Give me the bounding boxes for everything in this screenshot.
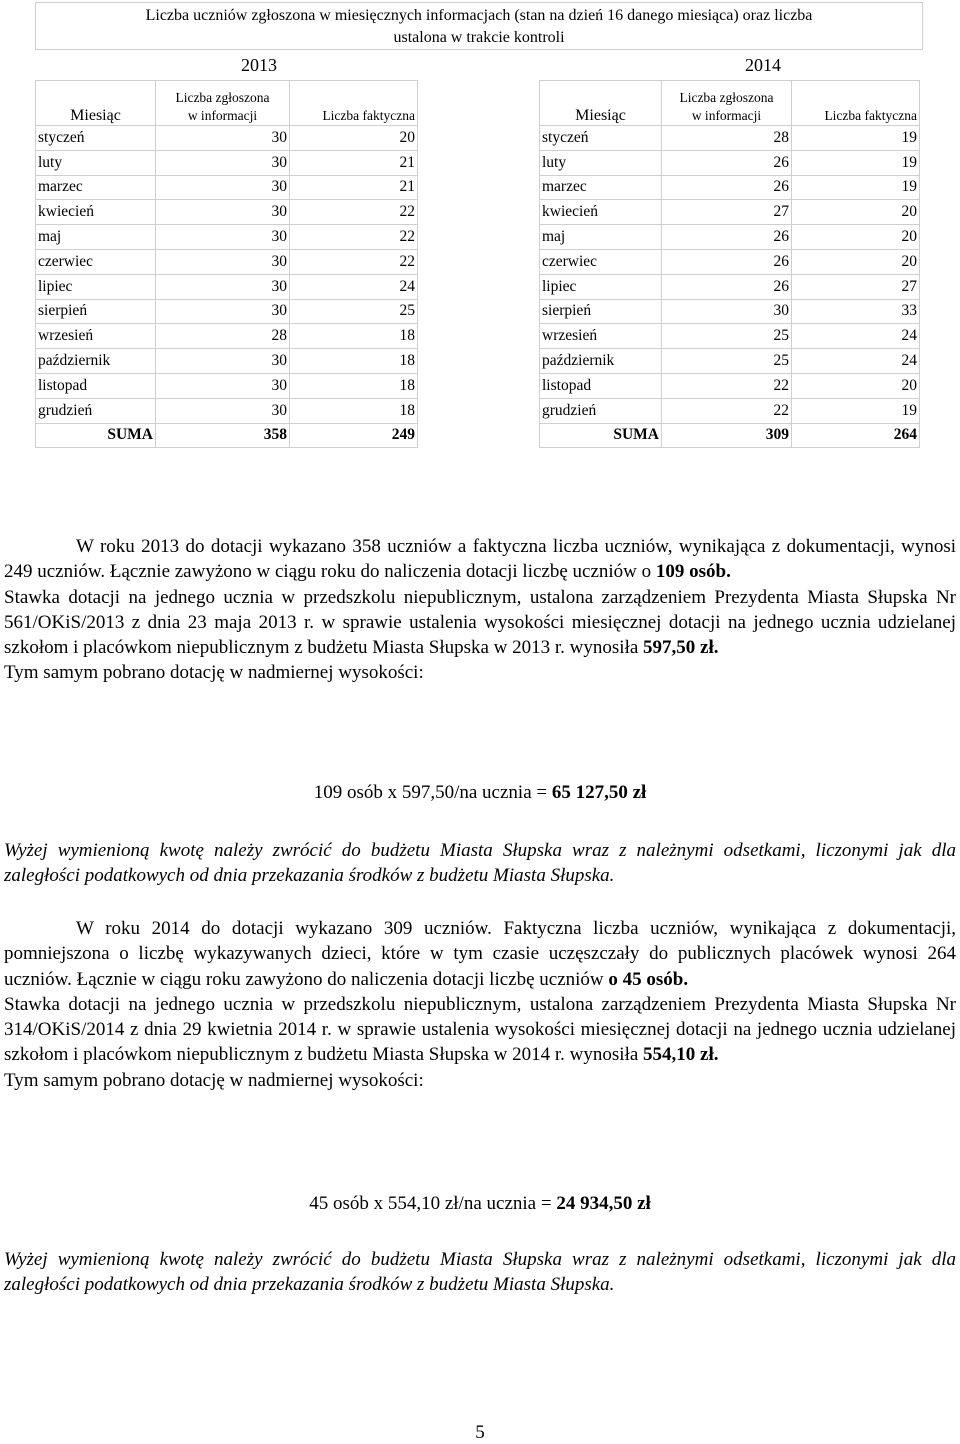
table-row — [36, 274, 418, 299]
actual-cell: 19 — [792, 398, 920, 423]
return-note-2014: Wyżej wymienioną kwotę należy zwrócić do budżetu Miasta Słupska wraz z należnymi odsetkami, liczonymi jak dla zaległości podatkowych od dnia przekazania środków z budżetu Miasta Słupska. — [4, 1249, 956, 1296]
reported-cell: 30 — [156, 299, 290, 324]
header-month: Miesiąc — [36, 81, 156, 126]
paragraph-2013-conclusion: Tym samym pobrano dotację w nadmiernej wysokości: — [4, 662, 424, 684]
sum-label: SUMA — [540, 423, 662, 448]
actual-cell: 18 — [290, 349, 418, 374]
actual-cell: 19 — [792, 150, 920, 175]
table-row — [540, 299, 920, 324]
table-header-row — [540, 81, 920, 126]
section-2013 — [4, 534, 956, 686]
table-row — [36, 175, 418, 200]
month-cell: sierpień — [540, 299, 662, 324]
table-title — [35, 2, 923, 50]
table-header-row — [36, 81, 418, 126]
actual-cell: 18 — [290, 373, 418, 398]
table-row — [36, 225, 418, 250]
reported-cell: 30 — [156, 398, 290, 423]
reported-cell: 26 — [662, 150, 792, 175]
calculation-2014: 45 osób x 554,10 zł/na ucznia = 24 934,50 zł — [309, 1193, 651, 1214]
reported-cell: 28 — [156, 324, 290, 349]
table-row — [36, 150, 418, 175]
reported-cell: 30 — [156, 200, 290, 225]
year-2014-label: 2014 — [745, 55, 781, 75]
reported-cell: 30 — [156, 175, 290, 200]
actual-cell: 20 — [792, 200, 920, 225]
month-cell: styczeń — [540, 126, 662, 151]
students-table-sheet — [35, 2, 925, 450]
actual-cell: 20 — [290, 126, 418, 151]
table-row — [540, 274, 920, 299]
reported-cell: 30 — [156, 373, 290, 398]
table-row — [540, 373, 920, 398]
table-row — [540, 225, 920, 250]
actual-cell: 22 — [290, 225, 418, 250]
month-cell: październik — [36, 349, 156, 374]
header-actual: Liczba faktyczna — [290, 81, 418, 126]
actual-cell: 19 — [792, 175, 920, 200]
month-cell: listopad — [540, 373, 662, 398]
month-cell: luty — [540, 150, 662, 175]
actual-cell: 19 — [792, 126, 920, 151]
table-row — [36, 324, 418, 349]
sum-row — [540, 423, 920, 448]
reported-cell: 26 — [662, 249, 792, 274]
header-reported: Liczba zgłoszona w informacji — [662, 81, 792, 126]
table-2014 — [539, 80, 920, 448]
month-cell: czerwiec — [36, 249, 156, 274]
header-reported: Liczba zgłoszona w informacji — [156, 81, 290, 126]
table-row — [36, 299, 418, 324]
table-row — [540, 324, 920, 349]
table-row — [540, 150, 920, 175]
actual-cell: 20 — [792, 249, 920, 274]
month-cell: maj — [540, 225, 662, 250]
reported-cell: 30 — [662, 299, 792, 324]
page-number: 5 — [475, 1422, 485, 1443]
actual-cell: 20 — [792, 225, 920, 250]
month-cell: marzec — [36, 175, 156, 200]
sum-actual: 249 — [290, 423, 418, 448]
header-month: Miesiąc — [540, 81, 662, 126]
reported-cell: 30 — [156, 349, 290, 374]
reported-cell: 30 — [156, 225, 290, 250]
month-cell: sierpień — [36, 299, 156, 324]
reported-cell: 26 — [662, 175, 792, 200]
paragraph-2013-rate: Stawka dotacji na jednego ucznia w przedszkolu niepublicznym, ustalona zarządzeniem Prezydenta Miasta Słupska Nr 561/OKiS/2013 z dnia 23 maja 2013 r. w sprawie ustalenia wysokości miesięcznej dotacji na jednego ucznia udzielanej szkołom i placówkom niepublicznym z budżetu Miasta Słupska w 2013 r. wynosiła 597,50 zł. — [4, 586, 956, 659]
paragraph-2013-summary: W roku 2013 do dotacji wykazano 358 uczniów a faktyczna liczba uczniów, wynikająca z dokumentacji, wynosi 249 uczniów. Łącznie zawyżono w ciągu roku do naliczenia dotacji liczbę uczniów o 109 osób. — [4, 536, 956, 583]
month-cell: lipiec — [36, 274, 156, 299]
table-title-line1: Liczba uczniów zgłoszona w miesięcznych informacjach (stan na dzień 16 danego miesiąca) oraz liczba — [145, 7, 813, 24]
reported-cell: 30 — [156, 249, 290, 274]
actual-cell: 18 — [290, 324, 418, 349]
reported-cell: 27 — [662, 200, 792, 225]
month-cell: listopad — [36, 373, 156, 398]
month-cell: luty — [36, 150, 156, 175]
actual-cell: 33 — [792, 299, 920, 324]
table-row — [36, 349, 418, 374]
sum-reported: 309 — [662, 423, 792, 448]
table-row — [540, 200, 920, 225]
reported-cell: 22 — [662, 373, 792, 398]
table-row — [36, 249, 418, 274]
table-row — [36, 373, 418, 398]
table-row — [36, 126, 418, 151]
month-cell: grudzień — [540, 398, 662, 423]
reported-cell: 28 — [662, 126, 792, 151]
actual-cell: 22 — [290, 249, 418, 274]
month-cell: wrzesień — [540, 324, 662, 349]
table-title-line2: ustalona w trakcie kontroli — [393, 29, 565, 46]
table-row — [540, 249, 920, 274]
actual-cell: 21 — [290, 175, 418, 200]
paragraph-2014-rate: Stawka dotacji na jednego ucznia w przedszkolu niepublicznym, ustalona zarządzeniem Prezydenta Miasta Słupska Nr 314/OKiS/2014 z dnia 29 kwietnia 2014 r. w sprawie ustalenia wysokości miesięcznej dotacji na jednego ucznia udzielanej szkołom i placówkom niepublicznym z budżetu Miasta Słupska w 2014 r. wynosiła 554,10 zł. — [4, 993, 956, 1066]
reported-cell: 25 — [662, 349, 792, 374]
sum-actual: 264 — [792, 423, 920, 448]
table-row — [36, 200, 418, 225]
actual-cell: 27 — [792, 274, 920, 299]
reported-cell: 30 — [156, 150, 290, 175]
table-2013 — [35, 80, 418, 448]
month-cell: styczeń — [36, 126, 156, 151]
actual-cell: 22 — [290, 200, 418, 225]
table-row — [540, 126, 920, 151]
reported-cell: 25 — [662, 324, 792, 349]
month-cell: wrzesień — [36, 324, 156, 349]
paragraph-2014-conclusion: Tym samym pobrano dotację w nadmiernej wysokości: — [4, 1069, 424, 1091]
month-cell: grudzień — [36, 398, 156, 423]
month-cell: czerwiec — [540, 249, 662, 274]
table-row — [540, 398, 920, 423]
sum-row — [36, 423, 418, 448]
actual-cell: 24 — [792, 349, 920, 374]
month-cell: marzec — [540, 175, 662, 200]
month-cell: październik — [540, 349, 662, 374]
section-2014 — [4, 916, 956, 1093]
actual-cell: 18 — [290, 398, 418, 423]
sum-reported: 358 — [156, 423, 290, 448]
reported-cell: 26 — [662, 274, 792, 299]
paragraph-2014-summary: W roku 2014 do dotacji wykazano 309 uczniów. Faktyczna liczba uczniów, wynikająca z dokumentacji, pomniejszona o liczbę wykazywanych dzieci, które w tym czasie uczęszczały do publicznych placówek wynosi 264 uczniów. Łącznie w ciągu roku zawyżono do naliczenia dotacji liczbę uczniów o 45 osób. — [4, 918, 956, 990]
table-row — [540, 349, 920, 374]
header-actual: Liczba faktyczna — [792, 81, 920, 126]
table-row — [540, 175, 920, 200]
year-2013-label: 2013 — [241, 55, 277, 75]
reported-cell: 22 — [662, 398, 792, 423]
reported-cell: 26 — [662, 225, 792, 250]
table-row — [36, 398, 418, 423]
month-cell: lipiec — [540, 274, 662, 299]
reported-cell: 30 — [156, 274, 290, 299]
actual-cell: 24 — [290, 274, 418, 299]
actual-cell: 24 — [792, 324, 920, 349]
return-note-2013: Wyżej wymienioną kwotę należy zwrócić do budżetu Miasta Słupska wraz z należnymi odsetkami, liczonymi jak dla zaległości podatkowych od dnia przekazania środków z budżetu Miasta Słupska. — [4, 840, 956, 887]
month-cell: maj — [36, 225, 156, 250]
sum-label: SUMA — [36, 423, 156, 448]
actual-cell: 25 — [290, 299, 418, 324]
reported-cell: 30 — [156, 126, 290, 151]
month-cell: kwiecień — [36, 200, 156, 225]
actual-cell: 20 — [792, 373, 920, 398]
month-cell: kwiecień — [540, 200, 662, 225]
calculation-2013: 109 osób x 597,50/na ucznia = 65 127,50 zł — [313, 782, 647, 803]
actual-cell: 21 — [290, 150, 418, 175]
